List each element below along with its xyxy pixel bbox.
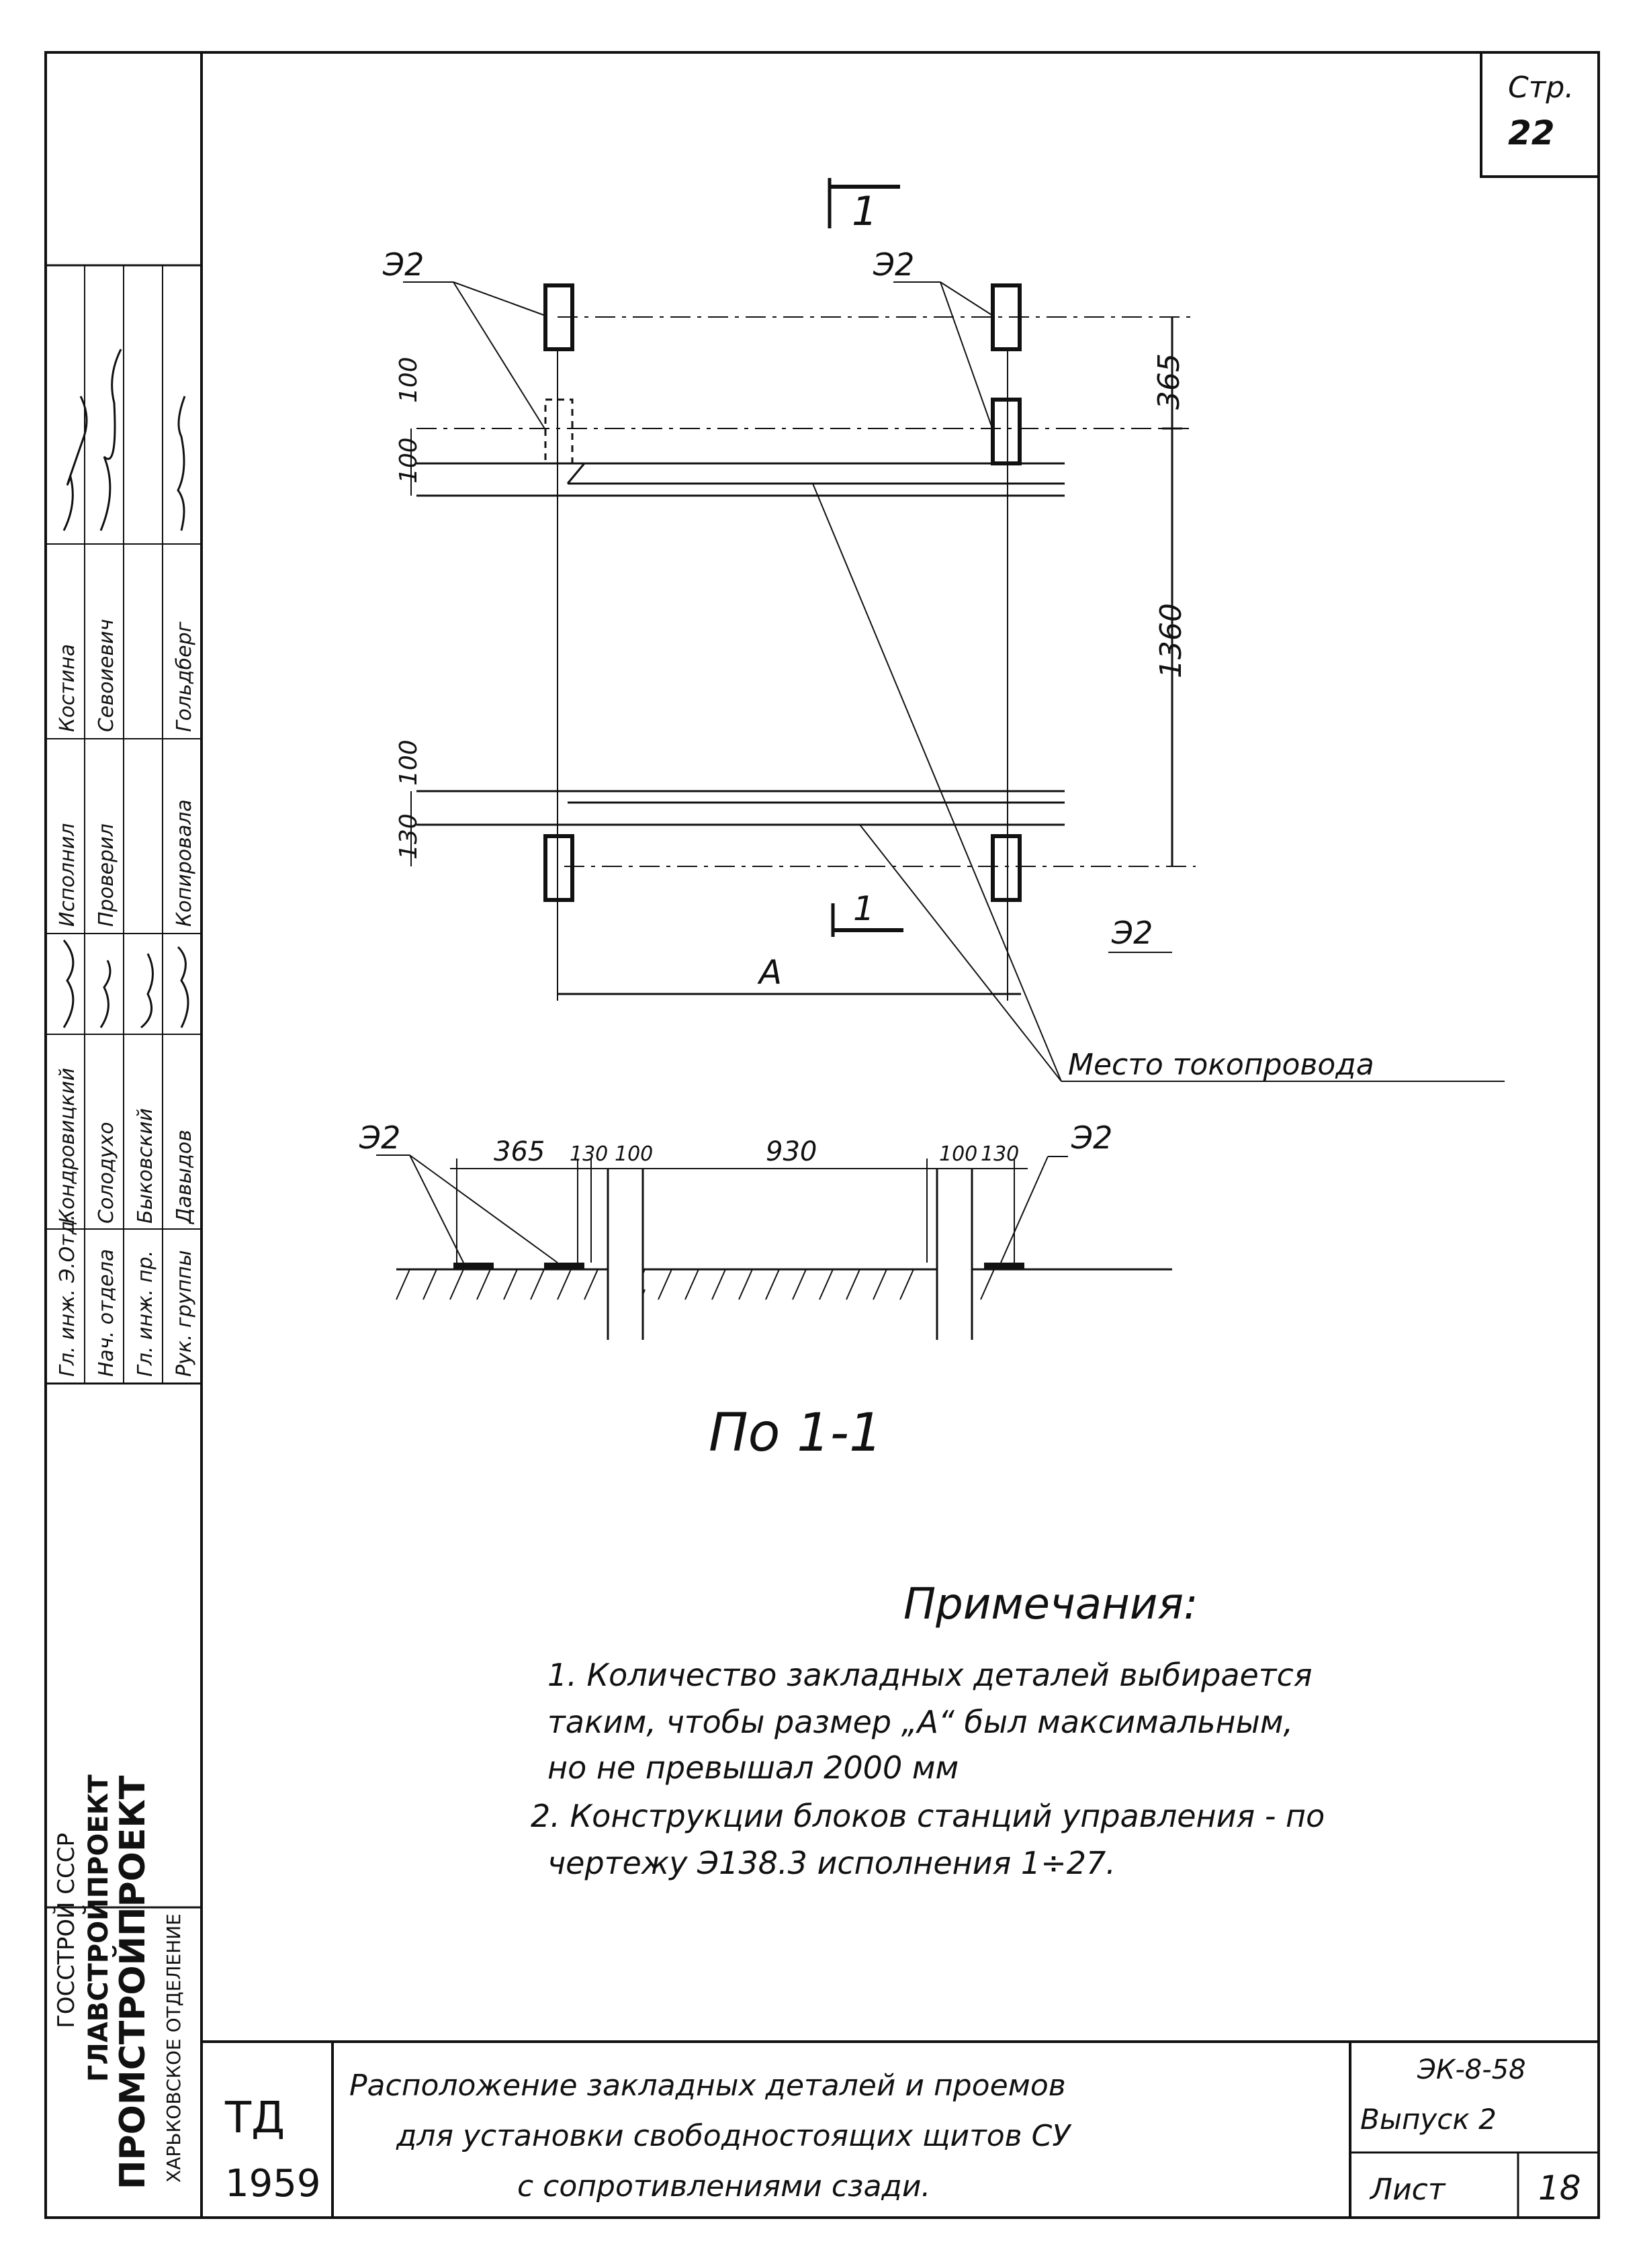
page-reference-box <box>1481 52 1599 177</box>
section-label-e2-right: Э2 <box>1071 1120 1113 1156</box>
dim-a-label: А <box>759 953 783 992</box>
tb-title-line: с сопротивлениями сзади. <box>517 2169 931 2204</box>
stamp-name: Быковский <box>134 1107 157 1224</box>
section-caption: По 1-1 <box>709 1403 883 1463</box>
note-line: 1. Количество закладных деталей выбирается <box>547 1657 1313 1693</box>
page-ref-number: 22 <box>1508 114 1555 152</box>
dim-100-top-b: 100 <box>395 437 423 484</box>
label-e2-top-right: Э2 <box>873 246 915 283</box>
dim-130-bottom: 130 <box>395 813 423 860</box>
notes-title: Примечания: <box>903 1580 1198 1629</box>
org-line3: ПРОМСТРОЙПРОЕКТ <box>113 1775 153 2189</box>
stamp-name: Солодухо <box>95 1122 118 1224</box>
tb-mark: ТД <box>225 2093 285 2143</box>
section-dim: 100 <box>939 1142 978 1166</box>
embedded-plate <box>545 400 572 463</box>
dim-100-bottom-a: 100 <box>395 739 423 786</box>
section-label-e2-left: Э2 <box>359 1120 401 1156</box>
section-mark-bottom <box>833 889 903 937</box>
note-line: 2. Конструкции блоков станций управления - по <box>531 1798 1325 1834</box>
stamp-name: Севоиевич <box>95 619 118 732</box>
signature-marks <box>64 349 188 1028</box>
tb-title-line: для установки свободностоящих щитов СУ <box>396 2119 1071 2153</box>
section-mark-top-label: 1 <box>852 188 878 235</box>
stamp-name: Давыдов <box>173 1130 196 1224</box>
tb-sheet-label: Лист <box>1370 2173 1446 2207</box>
stamp-role: Рук. группы <box>173 1250 196 1377</box>
section-dim: 930 <box>766 1136 817 1167</box>
note-line: но не превышал 2000 мм <box>547 1750 959 1786</box>
sheet-frame <box>46 52 1599 2218</box>
label-e2-right: Э2 <box>1112 915 1153 951</box>
stamp-name: Гольдберг <box>173 621 196 732</box>
stamp-name: Костина <box>56 643 79 732</box>
dim-365: 365 <box>1152 353 1186 410</box>
org-line4: ХАРЬКОВСКОЕ ОТДЕЛЕНИЕ <box>163 1913 185 2183</box>
section-dim: 130 <box>981 1142 1020 1166</box>
stamp-name: Кондровицкий <box>56 1067 79 1224</box>
dim-1360: 1360 <box>1154 603 1188 678</box>
label-e2-top-left: Э2 <box>383 246 425 283</box>
tb-issue: Выпуск 2 <box>1360 2103 1497 2136</box>
notes <box>531 1580 1325 1881</box>
section-dim: 365 <box>494 1136 545 1167</box>
section-plate <box>453 1263 494 1269</box>
embedded-plate <box>993 400 1020 463</box>
tb-series: ЭК-8-58 <box>1417 2054 1526 2085</box>
stamp-role: Гл. инж. пр. <box>134 1250 157 1377</box>
section-dim: 130 <box>570 1142 609 1166</box>
tb-sheet-number: 18 <box>1538 2169 1581 2208</box>
note-line: чертежу Э138.3 исполнения 1÷27. <box>547 1845 1116 1881</box>
section-plate <box>984 1263 1024 1269</box>
callout-current-lead: Место токопровода <box>1068 1048 1374 1082</box>
stamp-role: Исполнил <box>56 823 79 927</box>
section-mark-bottom-label: 1 <box>853 889 875 928</box>
tb-year: 1959 <box>225 2162 321 2206</box>
title-block <box>202 2042 1599 2218</box>
stamp-role: Гл. инж. Э.Отд. <box>56 1214 79 1377</box>
page-ref-label: Стр. <box>1508 71 1574 105</box>
section-dim: 100 <box>615 1142 654 1166</box>
section-mark-top <box>830 178 900 235</box>
section-plate <box>544 1263 584 1269</box>
dim-100-top-a: 100 <box>395 357 423 403</box>
note-line: таким, чтобы размер „А“ был максимальным, <box>547 1704 1294 1740</box>
stamp-role: Копировала <box>173 799 196 927</box>
stamp-role: Проверил <box>95 823 118 927</box>
tb-title-line: Расположение закладных деталей и проемов <box>349 2069 1066 2103</box>
embedded-plate <box>545 836 572 900</box>
section-view <box>359 1120 1172 1463</box>
plan-view <box>382 178 1505 1082</box>
stamp-role: Нач. отдела <box>95 1249 118 1377</box>
side-stamp <box>46 265 202 2189</box>
embedded-plate <box>993 836 1020 900</box>
org-line2: ГЛАВСТРОЙПРОЕКТ <box>83 1774 114 2082</box>
org-line1: ГОССТРОЙ СССР <box>53 1833 80 2028</box>
floor-hatching <box>396 1269 994 1323</box>
